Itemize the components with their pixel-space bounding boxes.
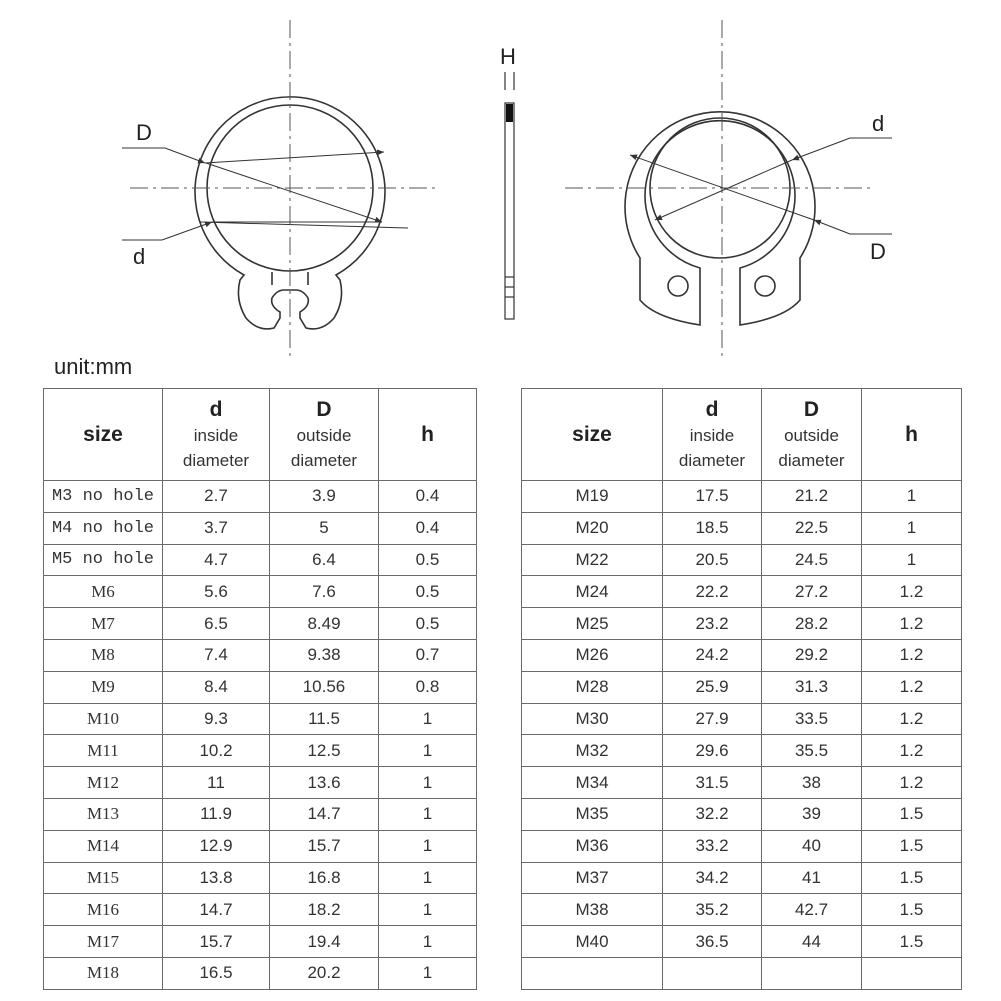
cell-thickness: 0.4: [379, 512, 477, 544]
cell-size: M24: [522, 576, 663, 608]
cell-size: M17: [44, 926, 163, 958]
cell-outside-diameter: 28.2: [762, 608, 862, 640]
cell-size: M26: [522, 639, 663, 671]
cell-inside-diameter: 11: [163, 767, 270, 799]
cell-outside-diameter: 39: [762, 798, 862, 830]
cell-outside-diameter: 27.2: [762, 576, 862, 608]
cell-size: M20: [522, 512, 663, 544]
cell-inside-diameter: 31.5: [663, 767, 762, 799]
cell-thickness: 1: [379, 926, 477, 958]
table-row: [44, 512, 477, 544]
cell-outside-diameter: 12.5: [270, 735, 379, 767]
cell-inside-diameter: 7.4: [163, 639, 270, 671]
cell-inside-diameter: 16.5: [163, 957, 270, 989]
cell-outside-diameter: 5: [270, 512, 379, 544]
cell-size: M35: [522, 798, 663, 830]
left-centerlines: [130, 20, 440, 356]
spec-table-left: [43, 388, 477, 990]
table-row: [522, 926, 962, 958]
table-row: [522, 894, 962, 926]
table-row: [44, 862, 477, 894]
cell-size: M9: [44, 671, 163, 703]
cell-thickness: 1.5: [862, 798, 962, 830]
cell-outside-diameter: 44: [762, 926, 862, 958]
cell-inside-diameter: 18.5: [663, 512, 762, 544]
table-row: [522, 798, 962, 830]
cell-thickness: 0.5: [379, 576, 477, 608]
cell-inside-diameter: 15.7: [163, 926, 270, 958]
cell-size: M14: [44, 830, 163, 862]
cell-thickness: 1: [862, 512, 962, 544]
cell-outside-diameter: 16.8: [270, 862, 379, 894]
cell-inside-diameter: 17.5: [663, 481, 762, 513]
cell-outside-diameter: 3.9: [270, 481, 379, 513]
cell-outside-diameter: 6.4: [270, 544, 379, 576]
cell-size: M25: [522, 608, 663, 640]
cell-outside-diameter: 24.5: [762, 544, 862, 576]
cell-thickness: 0.4: [379, 481, 477, 513]
right-ring-outer-contour: [625, 112, 815, 325]
cell-outside-diameter: 33.5: [762, 703, 862, 735]
table-row: [522, 608, 962, 640]
cell-outside-diameter: 10.56: [270, 671, 379, 703]
cell-inside-diameter: 33.2: [663, 830, 762, 862]
cell-size: M37: [522, 862, 663, 894]
cell-thickness: 0.5: [379, 544, 477, 576]
table-row: [44, 639, 477, 671]
cell-thickness: 1: [379, 957, 477, 989]
cell-outside-diameter: 38: [762, 767, 862, 799]
cell-size: M34: [522, 767, 663, 799]
table-row: [44, 608, 477, 640]
cell-thickness: 1.5: [862, 830, 962, 862]
cell-outside-diameter: 21.2: [762, 481, 862, 513]
cell-size: M11: [44, 735, 163, 767]
cell-thickness: 1.2: [862, 735, 962, 767]
circlip-drawing: [0, 0, 1001, 360]
cell-outside-diameter: 9.38: [270, 639, 379, 671]
right-label-inner-d: d: [872, 111, 885, 136]
cell-inside-diameter: 3.7: [163, 512, 270, 544]
cell-inside-diameter: 34.2: [663, 862, 762, 894]
right-ring-diagram: [625, 112, 815, 325]
cell-inside-diameter: 4.7: [163, 544, 270, 576]
cell-size: M36: [522, 830, 663, 862]
left-label-inner-d: d: [133, 244, 146, 269]
cell-size: M12: [44, 767, 163, 799]
cell-thickness: 1: [379, 735, 477, 767]
cell-outside-diameter: 18.2: [270, 894, 379, 926]
cell-inside-diameter: 35.2: [663, 894, 762, 926]
table-row: [44, 671, 477, 703]
cell-inside-diameter: 32.2: [663, 798, 762, 830]
cell-outside-diameter: 40: [762, 830, 862, 862]
cell-thickness: 1.5: [862, 926, 962, 958]
cell-inside-diameter: 11.9: [163, 798, 270, 830]
cell-size: [522, 957, 663, 989]
left-dimension-lines: [122, 148, 408, 240]
cell-inside-diameter: 13.8: [163, 862, 270, 894]
cell-outside-diameter: 15.7: [270, 830, 379, 862]
cell-inside-diameter: 14.7: [163, 894, 270, 926]
cell-size: M32: [522, 735, 663, 767]
cell-outside-diameter: 29.2: [762, 639, 862, 671]
cell-inside-diameter: 29.6: [663, 735, 762, 767]
cell-size: M40: [522, 926, 663, 958]
table-row: [44, 544, 477, 576]
cell-thickness: 1.2: [862, 639, 962, 671]
cell-size: M7: [44, 608, 163, 640]
table-row: [522, 767, 962, 799]
header-outside-diameter: D outside diameter: [270, 389, 379, 481]
table-row: [44, 576, 477, 608]
cell-thickness: 1.2: [862, 576, 962, 608]
cell-inside-diameter: 9.3: [163, 703, 270, 735]
table-row: [522, 957, 962, 989]
table-header-row: [44, 389, 477, 481]
cell-outside-diameter: 13.6: [270, 767, 379, 799]
cell-outside-diameter: 7.6: [270, 576, 379, 608]
cell-outside-diameter: 11.5: [270, 703, 379, 735]
cell-size: M3 no hole: [44, 481, 163, 513]
cell-inside-diameter: 36.5: [663, 926, 762, 958]
table-row: [44, 767, 477, 799]
cell-thickness: 1.5: [862, 862, 962, 894]
table-row: [522, 544, 962, 576]
table-row: [44, 894, 477, 926]
cell-outside-diameter: 20.2: [270, 957, 379, 989]
cell-size: M8: [44, 639, 163, 671]
left-label-outer-D: D: [136, 120, 152, 145]
cell-size: M15: [44, 862, 163, 894]
table-row: [44, 703, 477, 735]
table-row: [522, 735, 962, 767]
table-row: [522, 862, 962, 894]
cell-outside-diameter: 31.3: [762, 671, 862, 703]
cell-thickness: 1.2: [862, 608, 962, 640]
cell-outside-diameter: 22.5: [762, 512, 862, 544]
table-row: [522, 703, 962, 735]
right-label-outer-D: D: [870, 239, 886, 264]
cell-inside-diameter: 6.5: [163, 608, 270, 640]
table-row: [44, 830, 477, 862]
cell-size: M22: [522, 544, 663, 576]
cell-inside-diameter: 5.6: [163, 576, 270, 608]
cell-thickness: 1: [379, 798, 477, 830]
cell-thickness: 1: [379, 703, 477, 735]
right-ring-hole-left: [668, 276, 688, 296]
right-ring-hole-right: [755, 276, 775, 296]
cell-outside-diameter: 19.4: [270, 926, 379, 958]
cell-inside-diameter: 23.2: [663, 608, 762, 640]
cell-size: M5 no hole: [44, 544, 163, 576]
cell-outside-diameter: 41: [762, 862, 862, 894]
cell-thickness: 1: [379, 767, 477, 799]
cell-inside-diameter: 20.5: [663, 544, 762, 576]
cell-thickness: 1: [379, 830, 477, 862]
cell-thickness: [862, 957, 962, 989]
cell-outside-diameter: 8.49: [270, 608, 379, 640]
cell-inside-diameter: 27.9: [663, 703, 762, 735]
table-row: [44, 481, 477, 513]
header-size: size: [44, 389, 163, 481]
cell-size: M19: [522, 481, 663, 513]
table-header-row: [522, 389, 962, 481]
side-view-diagram: [505, 72, 514, 319]
cell-thickness: 1: [862, 481, 962, 513]
side-view-thickness-mark: [506, 104, 513, 122]
cell-size: M38: [522, 894, 663, 926]
cell-thickness: 1: [379, 862, 477, 894]
table-row: [44, 735, 477, 767]
cell-outside-diameter: [762, 957, 862, 989]
cell-inside-diameter: 8.4: [163, 671, 270, 703]
cell-size: M30: [522, 703, 663, 735]
table-row: [522, 830, 962, 862]
table-row: [522, 512, 962, 544]
cell-inside-diameter: 10.2: [163, 735, 270, 767]
cell-size: M18: [44, 957, 163, 989]
cell-inside-diameter: 25.9: [663, 671, 762, 703]
cell-thickness: 1.2: [862, 767, 962, 799]
header-thickness: h: [379, 389, 477, 481]
table-row: [44, 798, 477, 830]
header-outside-diameter: D outside diameter: [762, 389, 862, 481]
table-row: [522, 576, 962, 608]
header-size: size: [522, 389, 663, 481]
right-dimension-lines: [630, 138, 892, 234]
table-row: [522, 671, 962, 703]
header-inside-diameter: d inside diameter: [163, 389, 270, 481]
cell-size: M28: [522, 671, 663, 703]
cell-inside-diameter: 24.2: [663, 639, 762, 671]
cell-size: M10: [44, 703, 163, 735]
side-label-thickness-H: H: [500, 44, 516, 69]
cell-inside-diameter: [663, 957, 762, 989]
table-row: [522, 481, 962, 513]
cell-size: M16: [44, 894, 163, 926]
cell-outside-diameter: 14.7: [270, 798, 379, 830]
cell-size: M6: [44, 576, 163, 608]
cell-outside-diameter: 42.7: [762, 894, 862, 926]
cell-thickness: 1.5: [862, 894, 962, 926]
unit-label: unit:mm: [54, 354, 133, 379]
header-thickness: h: [862, 389, 962, 481]
table-row: [44, 957, 477, 989]
cell-inside-diameter: 22.2: [663, 576, 762, 608]
cell-thickness: 1: [862, 544, 962, 576]
cell-thickness: 1: [379, 894, 477, 926]
table-row: [44, 926, 477, 958]
cell-size: M4 no hole: [44, 512, 163, 544]
spec-table-right: [521, 388, 962, 990]
cell-size: M13: [44, 798, 163, 830]
cell-thickness: 1.2: [862, 671, 962, 703]
cell-thickness: 0.8: [379, 671, 477, 703]
cell-inside-diameter: 2.7: [163, 481, 270, 513]
cell-outside-diameter: 35.5: [762, 735, 862, 767]
cell-thickness: 0.5: [379, 608, 477, 640]
cell-thickness: 1.2: [862, 703, 962, 735]
header-inside-diameter: d inside diameter: [663, 389, 762, 481]
cell-thickness: 0.7: [379, 639, 477, 671]
cell-inside-diameter: 12.9: [163, 830, 270, 862]
right-centerlines: [565, 20, 875, 356]
table-row: [522, 639, 962, 671]
